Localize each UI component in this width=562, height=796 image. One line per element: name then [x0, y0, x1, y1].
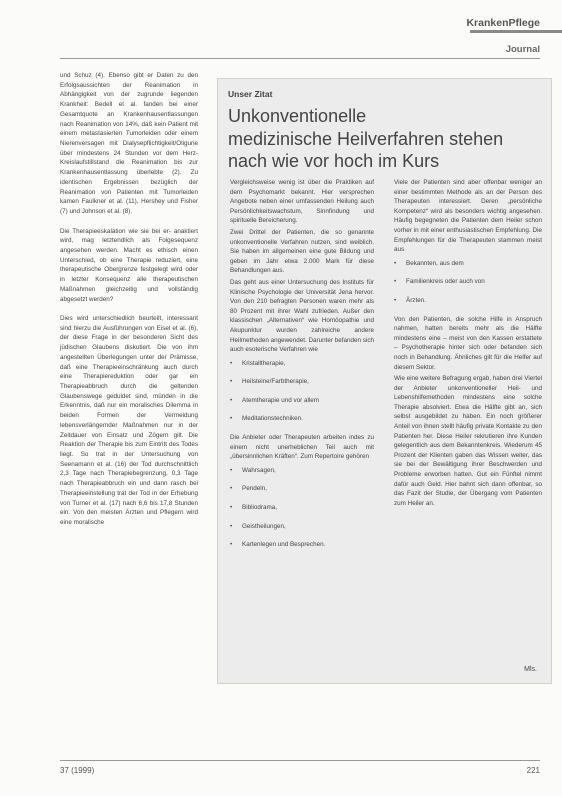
list-item-text: Atemtherapie und vor allem — [242, 396, 320, 404]
list-item-text: Geistheilungen, — [242, 522, 286, 530]
quote-title-line: Unkonventionelle — [228, 106, 367, 126]
list-item — [230, 396, 374, 406]
quote-box — [217, 78, 552, 684]
list-item — [230, 466, 374, 476]
bullet-icon: • — [230, 359, 233, 367]
bullet-icon: • — [230, 396, 233, 404]
list-item — [230, 540, 374, 550]
bullet-icon: • — [230, 504, 233, 512]
quote-paragraph: Von den Patienten, die solche Hilfe in Anspruch nahmen, hatten bereits mehr als die Hälfte mindestens eine – meist von den Kassen erstattete – Psychotherapie hinter sich oder befanden sich noch in Behandlung. Ähnliches gilt für die Helfer auf diesem Sektor. — [394, 315, 542, 371]
bullet-icon: • — [394, 259, 397, 267]
quote-column-2 — [394, 178, 542, 510]
bullet-icon: • — [230, 541, 233, 549]
list-item — [230, 503, 374, 513]
page-number: 221 — [526, 766, 540, 775]
bullet-icon: • — [394, 296, 397, 304]
bullet-icon: • — [394, 278, 397, 286]
list-item-text: Ärzten. — [406, 296, 426, 304]
quote-paragraph: Das geht aus einer Untersuchung des Instituts für Klinische Psychologie der Universität Jena hervor. Von den 210 befragten Personen waren mehr als 80 Prozent mit ihrer Wahl zufrieden. Außer den klassischen „Alternativen“ wie Homöopathie und Akupunktur wurden zahlreiche andere Heilmethoden angewendet. Darunter befanden sich auch esoterische Verfahren wie — [230, 278, 374, 354]
list-item — [394, 259, 542, 269]
left-paragraph: Die Therapieeskalation wie sie bei er- anaktiert wird, mag letztendlich als Folgesequenz angesehen werden. Macht es ethisch einen Unterschied, ob eine Therapie reduziert, eine therapeutische Obergrenze festgelegt wird oder in letzter Konsequenz alle therapeutischen Maßnahmen gleichzeitig und vollständig abgesetzt werden? — [60, 227, 198, 303]
left-paragraph: und Schuz (4). Ebenso gibt er Daten zu den Erfolgsaussichten der Reanimation in Abhängigkeit von der zugrunde liegenden Krankheit: Bedell et al. fanden bei einer Gesamtquote an Krankenhausentlassungen nach Reanimation von 14%, daß kein Patient mit einem metastasierten Tumorleiden oder einem Nierenversagen mit Dialysepflichtigkeit/Oligurie über mindestens 24 Stunden vor dem Herz-Kreislaufstillstand die Reanimation bis zur Krankenhausentlassung überlebte (2). Zu identischen Ergebnissen bezüglich der Reanimation von Patienten mit Tumorleiden kamen Faulkner et al. (11), Hershey und Fisher (7) und Johnson et al. (8). — [60, 72, 198, 216]
list-item — [230, 484, 374, 494]
list-item-text: Kartenlegen und Besprechen. — [242, 541, 326, 549]
quote-box-title — [228, 105, 546, 173]
list-item-text: Familienkreis oder auch von — [406, 278, 485, 286]
bullet-icon: • — [230, 485, 233, 493]
quote-title-line: medizinische Heilverfahren stehen — [228, 128, 504, 149]
bullet-icon: • — [230, 415, 233, 423]
recommendation-list — [394, 259, 542, 306]
journal-section: Journal — [505, 44, 540, 55]
list-item — [394, 277, 542, 287]
bullet-icon: • — [230, 522, 233, 530]
quote-box-kicker: Unser Zitat — [228, 89, 273, 99]
quote-paragraph: Die Anbieter oder Therapeuten arbeiten indes zu einem nicht unerheblichen Teil auch mit „übersinnlichen Kräften“. Zum Repertoire gehören — [230, 434, 374, 461]
quote-paragraph: Vergleichsweise wenig ist über die Praktiken auf dem Psychomarkt bekannt. Hier versprechen Angebote neben einer umfassenden Heilung auch Persönlichkeitswachstum, Sinnfindung und spirituelle Bereicherung. — [230, 179, 374, 225]
header-rule — [60, 58, 540, 59]
list-item-text: Heilsteine/Farbtherapie, — [242, 378, 309, 386]
methods-list — [230, 359, 374, 424]
list-item-text: Bekannten, aus dem — [406, 259, 464, 267]
list-item-text: Meditationstechniken. — [242, 415, 303, 423]
quote-paragraph: Wie eine weitere Befragung ergab, haben drei Viertel der Anbieter unkonventioneller Heil- und Lebenshilfemethoden mindestens eine solche Therapie absolviert. Etwa die Hälfte gibt an, sich selbst ausgebildet zu haben. Ein noch größerer Anteil von ihnen stellt häufig private Kontakte zu den Patienten her. Diese Heiler rekrutieren ihre Kunden gelegentlich aus dem Bekanntenkreis. Wiederum 45 Prozent der Klienten gaben das Wissen weiter, das sie bei der Bewältigung ihrer Beschwerden und Probleme erworben hatten. Gut ein Fünftel nimmt dafür auch Geld. Hier bahnt sich dann offenbar, so das Fazit der Studie, der Übergang vom Patienten zum Heiler an. — [394, 375, 542, 507]
list-item-text: Pendeln, — [242, 485, 267, 493]
list-item — [230, 522, 374, 532]
left-article-column — [60, 71, 198, 538]
repertoire-list — [230, 466, 374, 550]
quote-column-1 — [230, 178, 374, 559]
left-paragraph: Dies wird unterschiedlich beurteilt, interessant sind hierzu die Ausführungen von Eisel et al. (6), der diese Frage in der besonderen Sicht des jüdischen Glaubens diskutiert. Die von ihm angestellten Überlegungen unter der Prämisse, daß eine Therapieeinschränkung auch durch eine Therapiereduktion oder gar ein Therapieabbruch durch die geltenden Glaubenswege geduldet sind, münden in die Erkenntnis, daß nur ein moralisches Dilemma in beiden Formen der Vermeidung lebensverlängernder Maßnahmen nur in der Zeitdauer von Einsatz und Zögern gilt. Die Reaktion der Therapie bis zum Eintritt des Todes liegt. So trat in der Untersuchung von Seenamann et al. (16) der Tod durchschnittlich 2,3 Tage nach Therapiebegrenzung, 0,3 Tage nach Therapieabbruch ein und dann rasch bei Therapieeinstellung trat der Tod in der Erhebung von Turner et al. (17) nach 6,6 bis 17,8 Stunden ein. Von den meisten Ärzten und Pflegern wird eine moralische — [60, 314, 198, 527]
list-item — [394, 296, 542, 306]
issue-number: 37 (1999) — [60, 766, 95, 775]
quote-paragraph: Viele der Patienten sind aber offenbar weniger an einer bestimmten Methode als an der Person des Therapeuten interessiert. Deren „persönliche Kompetenz“ wird als besonders wichtig angesehen. Häufig begegneten die Patienten dem Heiler schon vorher in mit einer enthusiastischen Empfehlung. Die Empfehlungen für die Therapeuten stammen meist aus — [394, 179, 542, 254]
list-item-text: Wahrsagen, — [242, 466, 276, 474]
list-item — [230, 359, 374, 369]
list-item — [230, 377, 374, 387]
bullet-icon: • — [230, 466, 233, 474]
list-item-text: Kristalltherapie, — [242, 359, 286, 367]
header-accent-bar — [470, 30, 562, 33]
quote-title-line: nach wie vor hoch im Kurs — [228, 151, 440, 171]
quote-paragraph: Zwei Drittel der Patienten, die so genannte unkonventionelle Verfahren nutzen, sind weiblich. Sie haben im allgemeinen eine gute Bildung und geben im Jahr etwa 2.000 Mark für diese Behandlungen aus. — [230, 228, 374, 275]
list-item — [230, 414, 374, 424]
journal-title: KrankenPflege — [466, 17, 540, 29]
bullet-icon: • — [230, 378, 233, 386]
author-signature: Mls. — [524, 666, 537, 673]
footer-rule — [60, 760, 540, 761]
list-item-text: Bibliodrama, — [242, 504, 277, 512]
